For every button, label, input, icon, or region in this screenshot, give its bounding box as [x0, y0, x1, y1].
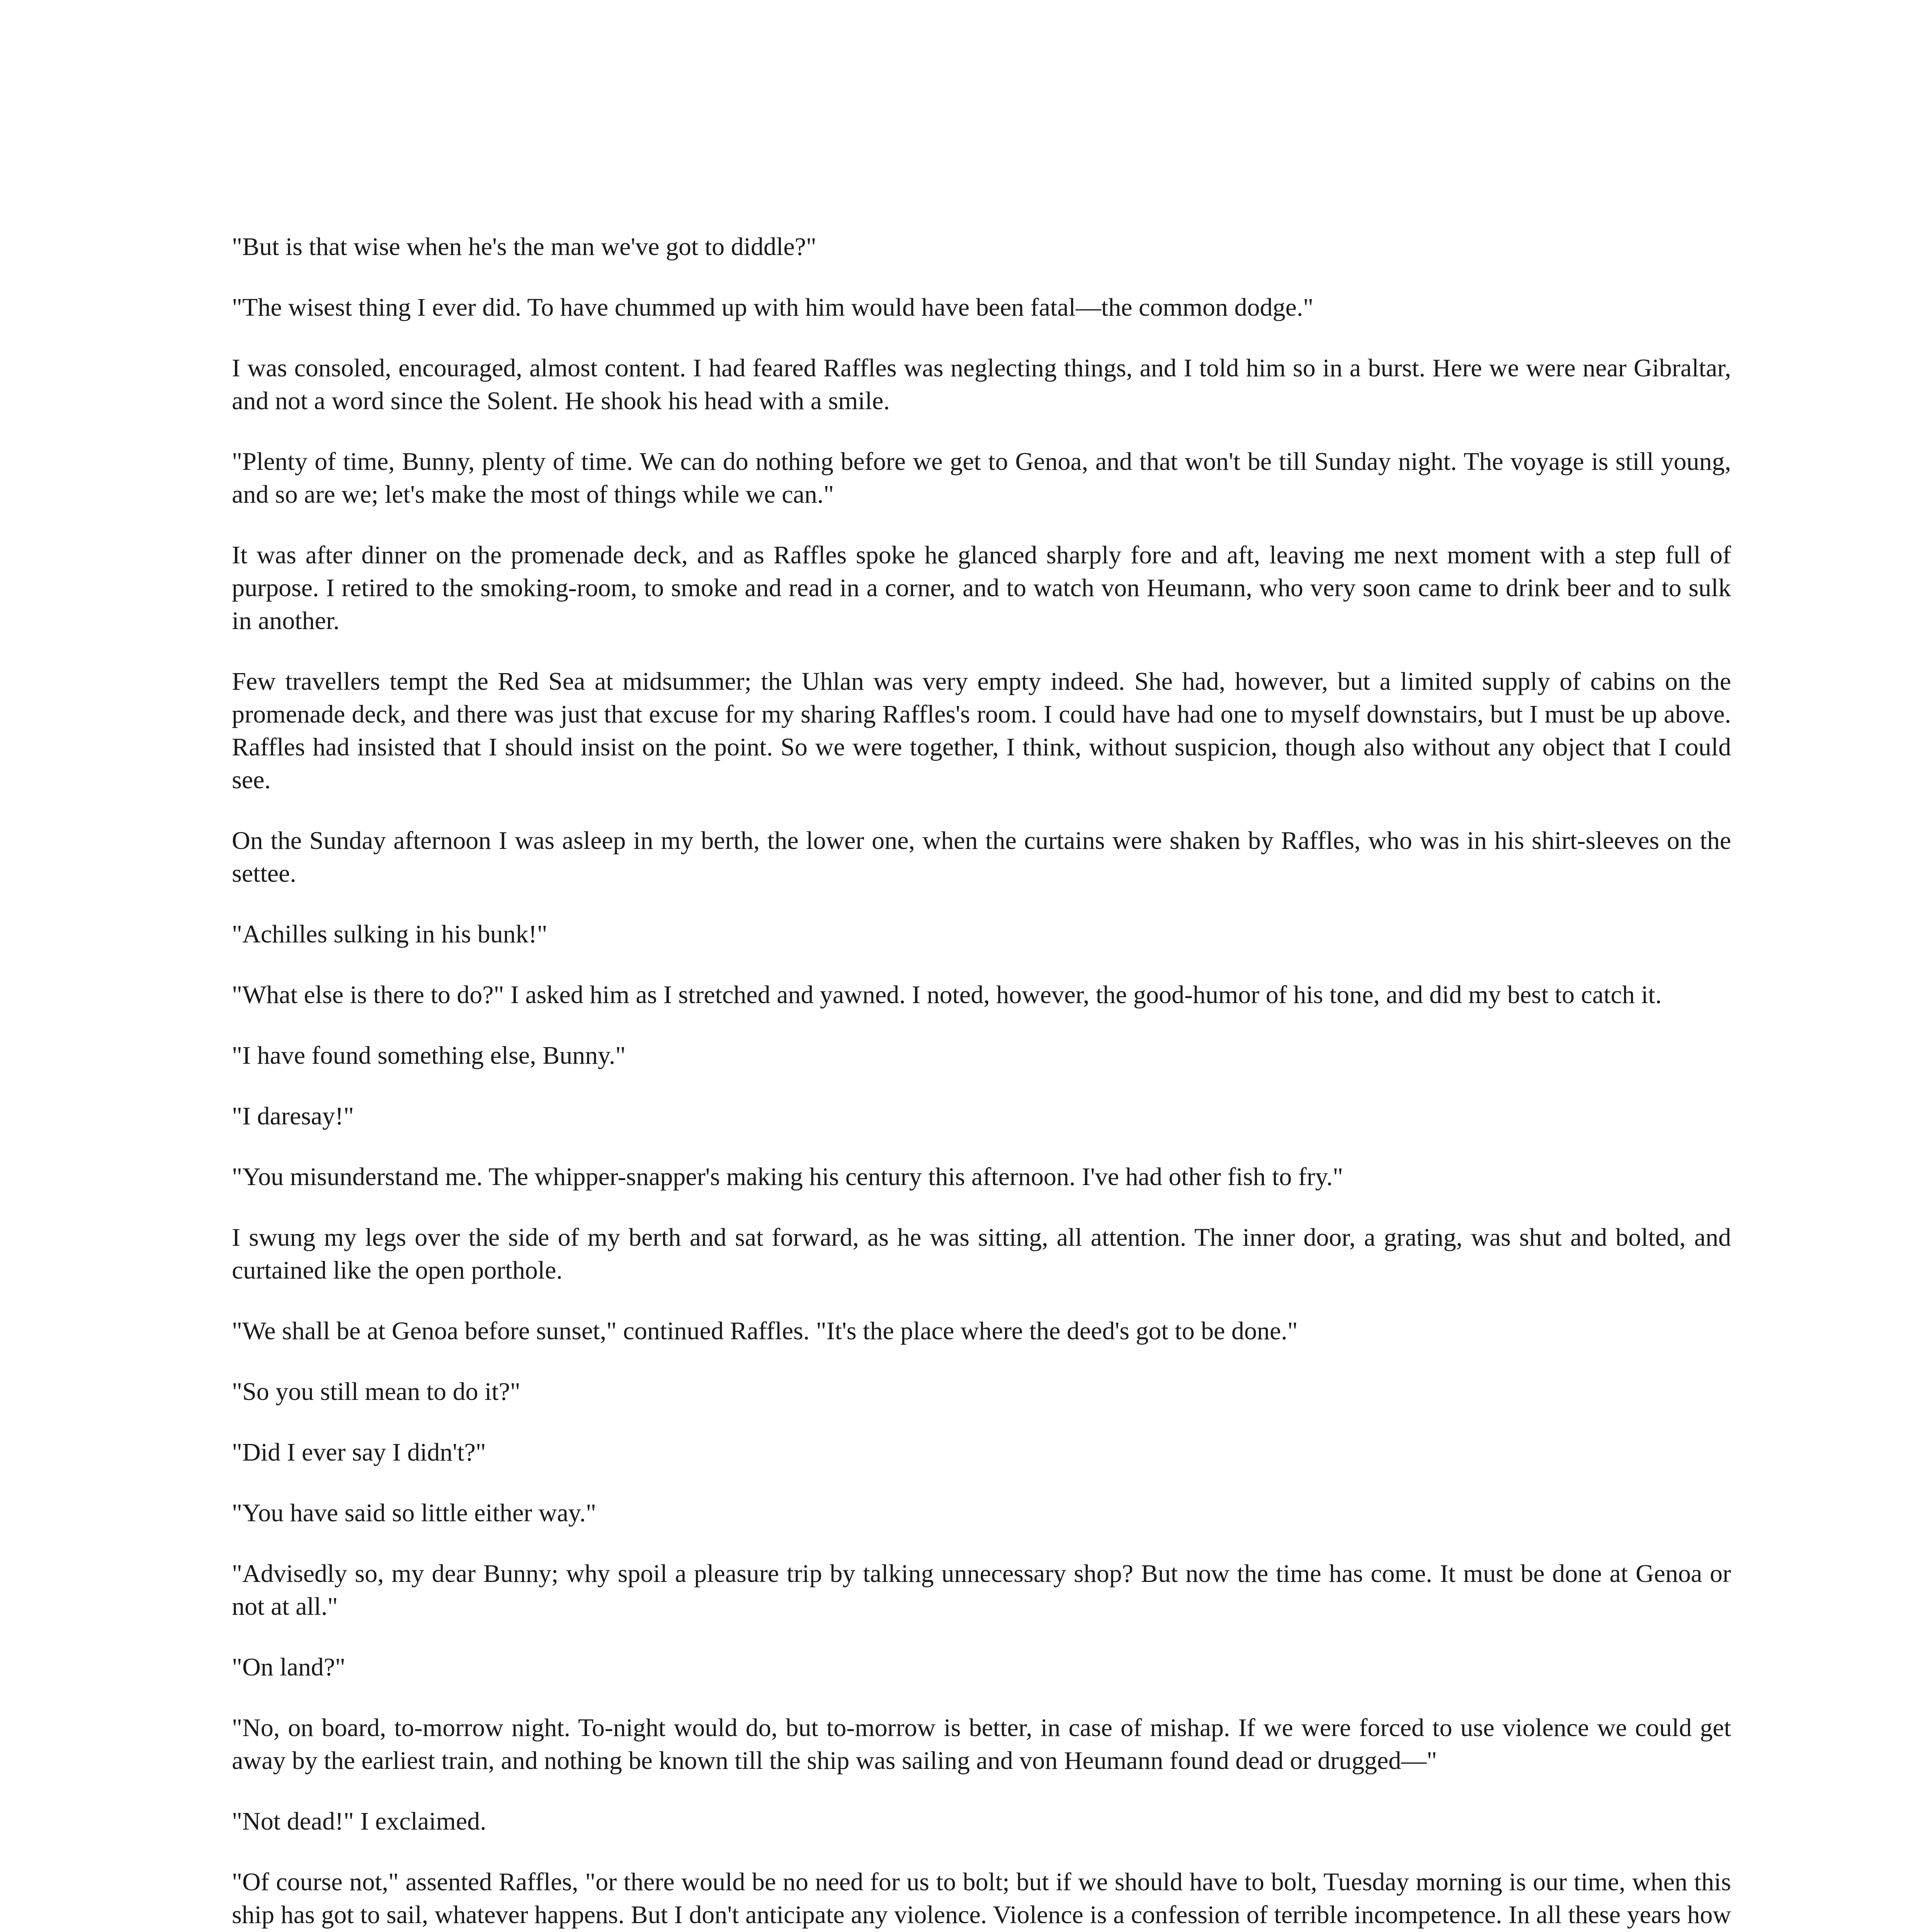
paragraph-2: "The wisest thing I ever did. To have chummed up with him would have been fatal—the common dodge." — [232, 293, 1314, 321]
paragraph-21: "Not dead!" I exclaimed. — [232, 1807, 486, 1835]
paragraph-16: "Did I ever say I didn't?" — [232, 1438, 486, 1466]
paragraph-13: I swung my legs over the side of my berth and sat forward, as he was sitting, all attention. The inner door, a grating, was shut and bolted, and curtained like the open porthole. — [232, 1223, 1731, 1284]
book-page-text — [232, 230, 1731, 1932]
paragraph-19: "On land?" — [232, 1653, 345, 1681]
paragraph-17: "You have said so little either way." — [232, 1499, 596, 1527]
paragraph-7: On the Sunday afternoon I was asleep in my berth, the lower one, when the curtains were shaken by Raffles, who was in his shirt-sleeves on the settee. — [232, 827, 1731, 888]
paragraph-10: "I have found something else, Bunny." — [232, 1041, 626, 1070]
paragraph-4: "Plenty of time, Bunny, plenty of time. We can do nothing before we get to Genoa, and that won't be till Sunday night. The voyage is still young, and so are we; let's make the most of things while we can." — [232, 447, 1731, 509]
paragraph-9: "What else is there to do?" I asked him as I stretched and yawned. I noted, however, the good-humor of his tone, and did my best to catch it. — [232, 981, 1662, 1009]
paragraph-20: "No, on board, to-morrow night. To-night would do, but to-morrow is better, in case of mishap. If we were forced to use violence we could get away by the earliest train, and nothing be known till the ship was sailing and von Heumann found dead or drugged—" — [232, 1714, 1731, 1775]
paragraph-22: "Of course not," assented Raffles, "or there would be no need for us to bolt; but if we should have to bolt, Tuesday morning is our time, when this ship has got to sail, whatever happens. But I don't anticipate any violence. Violence is a confession of terrible incompetence. In all these years how — [232, 1868, 1731, 1929]
paragraph-6: Few travellers tempt the Red Sea at midsummer; the Uhlan was very empty indeed. She had, however, but a limited supply of cabins on the promenade deck, and there was just that excuse for my sharing Raffles's room. I could have had one to myself downstairs, but I must be up above. Raffles had insisted that I should insist on the point. So we were together, I think, without suspicion, though also without any object that I could see. — [232, 667, 1731, 794]
paragraph-5: It was after dinner on the promenade deck, and as Raffles spoke he glanced sharply fore and aft, leaving me next moment with a step full of purpose. I retired to the smoking-room, to smoke and read in a corner, and to watch von Heumann, who very soon came to drink beer and to sulk in another. — [232, 541, 1731, 635]
paragraph-8: "Achilles sulking in his bunk!" — [232, 920, 548, 948]
paragraph-11: "I daresay!" — [232, 1102, 354, 1130]
paragraph-3: I was consoled, encouraged, almost content. I had feared Raffles was neglecting things, and I told him so in a burst. Here we were near Gibraltar, and not a word since the Solent. He shook his head with a smile. — [232, 354, 1731, 415]
paragraph-14: "We shall be at Genoa before sunset," continued Raffles. "It's the place where the deed's got to be done." — [232, 1317, 1298, 1345]
paragraph-15: "So you still mean to do it?" — [232, 1378, 520, 1406]
paragraph-12: "You misunderstand me. The whipper-snapper's making his century this afternoon. I've had other fish to fry." — [232, 1163, 1343, 1191]
paragraph-1: "But is that wise when he's the man we've got to diddle?" — [232, 233, 816, 261]
paragraph-18: "Advisedly so, my dear Bunny; why spoil a pleasure trip by talking unnecessary shop? But now the time has come. It must be done at Genoa or not at all." — [232, 1560, 1731, 1621]
